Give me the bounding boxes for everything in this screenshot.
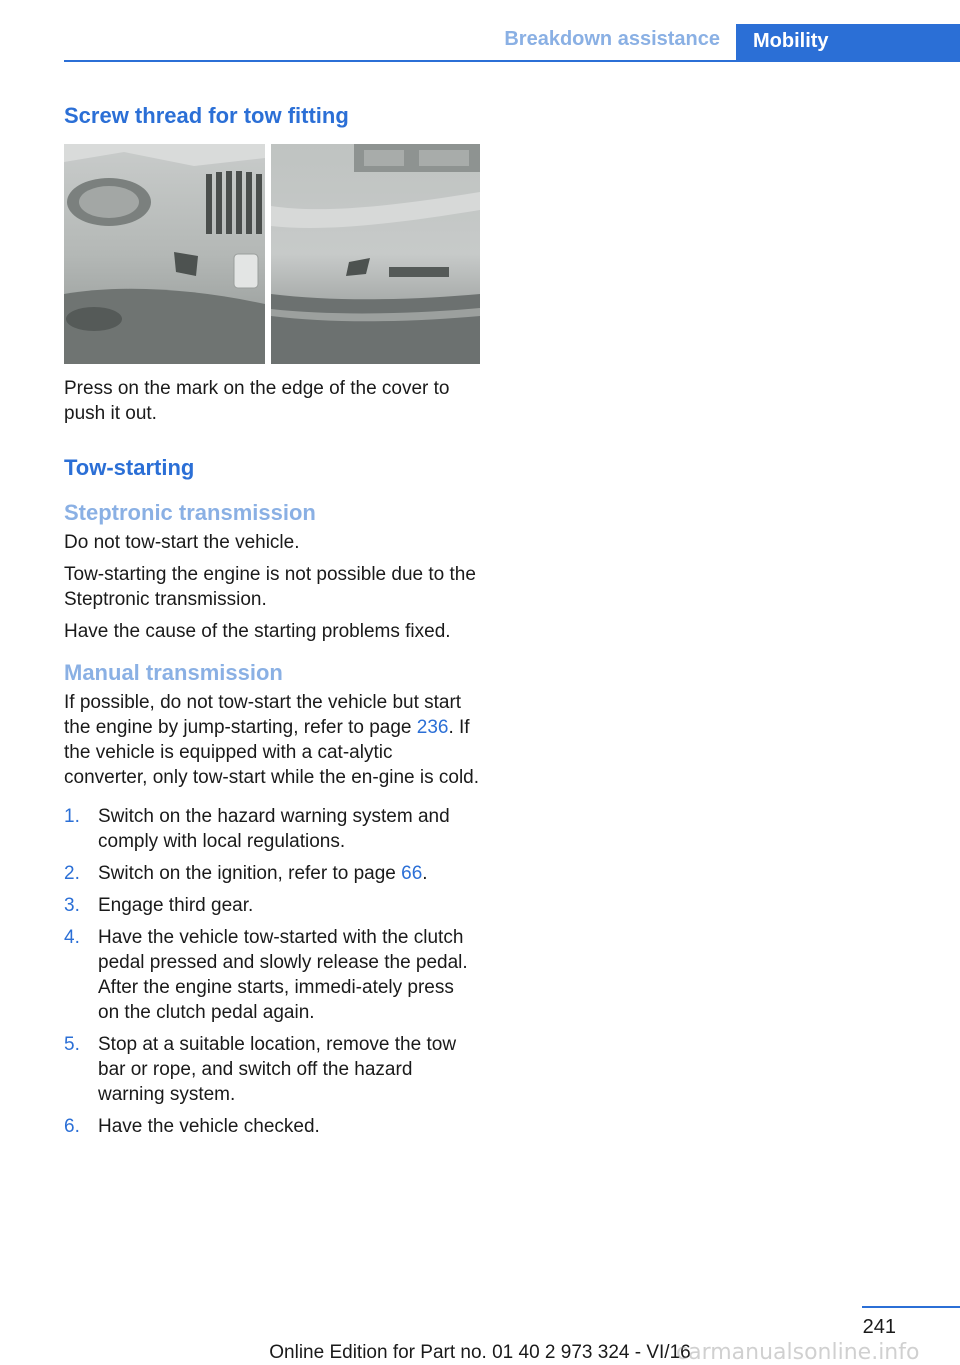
manual-intro-text-end: . If the vehicle is equipped with a cat-alytic converter, only tow-start while the en-gine is cold.	[64, 717, 480, 788]
list-item	[64, 804, 480, 854]
step-number: 3.	[64, 895, 80, 916]
steptronic-paragraph-2: Tow-starting the engine is not possible due to the Steptronic transmission.	[64, 564, 476, 610]
step-number: 5.	[64, 1034, 80, 1055]
manual-heading: Manual transmission	[64, 660, 283, 685]
list-item	[64, 893, 480, 918]
tow-fitting-illustration	[64, 144, 480, 364]
edition-footer: Online Edition for Part no. 01 40 2 973 324 - VI/16	[269, 1342, 691, 1363]
step-number: 6.	[64, 1116, 80, 1137]
manual-intro-text: If possible, do not tow-start the vehicle but start the engine by jump-starting, refer to page	[64, 692, 462, 738]
list-item	[64, 1114, 480, 1139]
page-link-236[interactable]: 236	[416, 717, 449, 738]
header-rule	[64, 60, 960, 62]
screw-thread-heading: Screw thread for tow fitting	[64, 103, 349, 128]
header-chapter-tab: Mobility	[736, 24, 960, 62]
steptronic-heading: Steptronic transmission	[64, 500, 316, 525]
cover-instruction: Press on the mark on the edge of the cover to push it out.	[64, 378, 450, 424]
step-text-end: .	[422, 863, 428, 884]
step-text: Engage third gear.	[98, 895, 254, 916]
step-text: Have the vehicle tow-started with the clutch pedal pressed and slowly release the pedal. After the engine starts, immedi-ately press on the clutch pedal again.	[98, 927, 468, 1023]
list-item	[64, 861, 480, 886]
step-text: Have the vehicle checked.	[98, 1116, 320, 1137]
footer-rule	[862, 1306, 960, 1308]
tow-fitting-image	[64, 144, 480, 364]
step-number: 2.	[64, 863, 80, 884]
step-number: 4.	[64, 927, 80, 948]
watermark: carmanualsonline.info	[676, 1340, 920, 1365]
list-item	[64, 1032, 480, 1107]
page-number: 241	[862, 1316, 896, 1338]
page-link-66[interactable]: 66	[401, 863, 423, 884]
steptronic-paragraph-1: Do not tow-start the vehicle.	[64, 532, 300, 553]
header-section-title: Breakdown assistance	[504, 28, 720, 50]
step-text: Switch on the ignition, refer to page	[98, 863, 402, 884]
tow-start-steps	[64, 804, 480, 1139]
steptronic-paragraph-3: Have the cause of the starting problems fixed.	[64, 621, 451, 642]
list-item	[64, 925, 480, 1025]
tow-starting-heading: Tow-starting	[64, 455, 195, 480]
page-content	[64, 100, 480, 1146]
manual-intro	[64, 690, 480, 790]
step-number: 1.	[64, 806, 80, 827]
step-text: Switch on the hazard warning system and comply with local regulations.	[98, 806, 450, 852]
step-text: Stop at a suitable location, remove the tow bar or rope, and switch off the hazard warning system.	[98, 1034, 457, 1105]
